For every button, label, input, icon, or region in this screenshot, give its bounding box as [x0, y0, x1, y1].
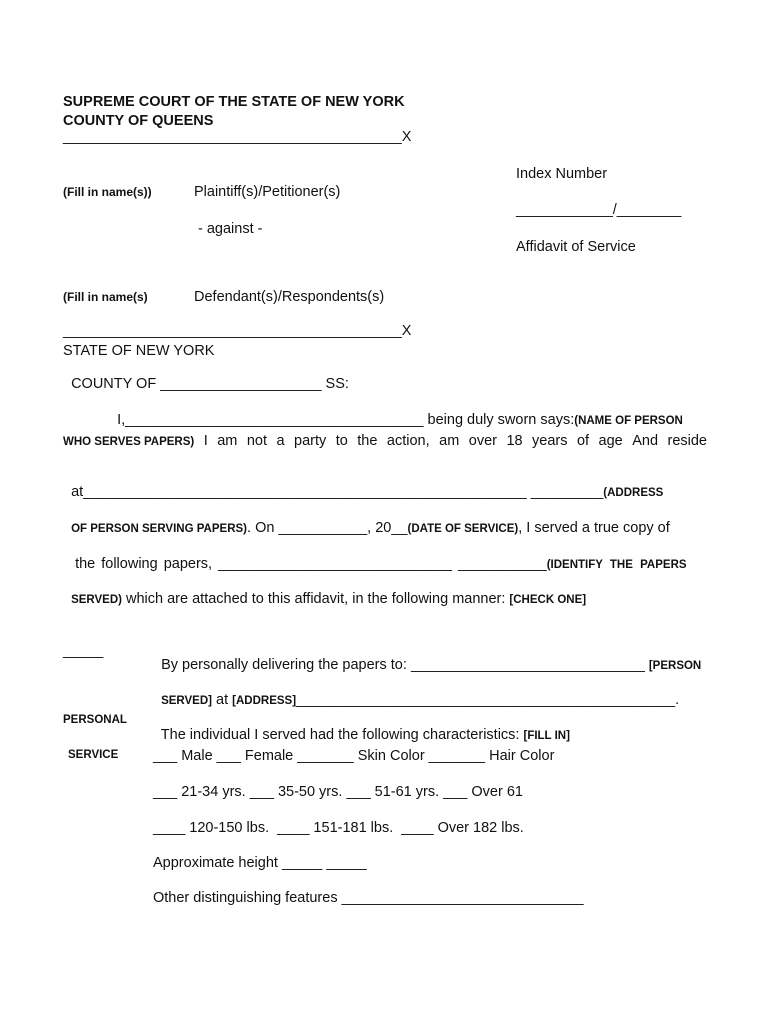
- line2-word: a: [276, 433, 285, 449]
- served-bracket-note: SERVED]: [161, 694, 212, 707]
- body-line-1: [109, 398, 683, 427]
- venue-state: STATE OF NEW YORK: [63, 343, 215, 359]
- at-address-text: at: [216, 691, 229, 708]
- venue-county-field[interactable]: ____________________: [160, 375, 322, 392]
- caption-rule-bottom: __________________________________________X: [63, 323, 412, 339]
- line2-word: not: [246, 433, 267, 449]
- defendant-fill-in-note: (Fill in name(s): [63, 290, 148, 304]
- identify-papers-note: (IDENTIFY THE PAPERS: [546, 558, 687, 571]
- body-line-5: [63, 542, 687, 571]
- venue-county-prefix: COUNTY OF: [71, 375, 157, 392]
- delivering-line: [153, 643, 701, 672]
- body-line-2: [63, 434, 707, 449]
- against-label: - against -: [198, 221, 263, 237]
- body-line-4: [63, 506, 670, 535]
- check-one-note: [CHECK ONE]: [509, 593, 587, 606]
- personal-service-checkbox[interactable]: _____: [63, 643, 104, 659]
- line2-word: over: [468, 433, 497, 449]
- index-number-label: Index Number: [516, 166, 608, 182]
- address-line: [153, 678, 679, 707]
- venue-ss: SS:: [325, 375, 349, 392]
- document-title: Affidavit of Service: [516, 239, 636, 255]
- height-field[interactable]: Approximate height _____ _____: [153, 855, 367, 871]
- person-note: [PERSON: [648, 659, 702, 672]
- index-number-field[interactable]: ____________/________: [516, 202, 682, 218]
- body-line-3: [63, 470, 663, 499]
- service-address-field[interactable]: _______________________________________________: [296, 691, 676, 708]
- server-address-field[interactable]: _______________________________________________________ _________: [83, 483, 604, 500]
- defendant-label: Defendant(s)/Respondents(s): [194, 289, 385, 305]
- personal-label: PERSONAL: [63, 714, 127, 726]
- name-of-person-note: (NAME OF PERSON: [574, 414, 683, 427]
- person-serving-note: OF PERSON SERVING PAPERS): [71, 522, 248, 535]
- address-bracket-note: [ADDRESS]: [232, 694, 297, 707]
- court-name: SUPREME COURT OF THE STATE OF NEW YORK: [63, 94, 405, 110]
- caption-rule-top: __________________________________________X: [63, 129, 412, 145]
- address-period: .: [675, 691, 680, 708]
- gender-skin-hair-fields[interactable]: ___ Male ___ Female _______ Skin Color _______ Hair Color: [153, 748, 555, 764]
- address-note: (ADDRESS: [603, 486, 664, 499]
- age-range-fields[interactable]: ___ 21-34 yrs. ___ 35-50 yrs. ___ 51-61 yrs. ___ Over 61: [153, 784, 523, 800]
- fill-in-note: [FILL IN]: [523, 729, 570, 742]
- on-text: . On: [247, 519, 275, 536]
- line2-word: of: [576, 433, 590, 449]
- service-label: SERVICE: [68, 749, 119, 761]
- line2-word: action,: [386, 433, 430, 449]
- served-note: SERVED): [71, 593, 122, 606]
- weight-range-fields[interactable]: ____ 120-150 lbs. ____ 151-181 lbs. ____ Over 182 lbs.: [153, 820, 524, 836]
- affiant-i: I,: [117, 411, 126, 428]
- line2-word: am: [217, 433, 238, 449]
- line2-word: am: [439, 433, 460, 449]
- papers-field[interactable]: _____________________________ ___________: [218, 555, 547, 572]
- service-date-field[interactable]: ___________, 20__: [278, 519, 408, 536]
- delivering-text: By personally delivering the papers to:: [161, 656, 407, 673]
- plaintiff-fill-in-note: (Fill in name(s)): [63, 185, 152, 199]
- characteristics-text: The individual I served had the following characteristics:: [160, 726, 520, 743]
- line2-word: I: [203, 433, 208, 449]
- distinguishing-features-field[interactable]: Other distinguishing features ______________________________: [153, 890, 584, 906]
- plaintiff-label: Plaintiff(s)/Petitioner(s): [194, 184, 341, 200]
- served-copy-text: , I served a true copy of: [518, 519, 670, 536]
- date-of-service-note: (DATE OF SERVICE): [407, 522, 519, 535]
- line2-word: reside: [667, 433, 707, 449]
- following-papers-text: the following papers,: [75, 555, 213, 572]
- manner-text: which are attached to this affidavit, in the following manner:: [126, 590, 506, 607]
- body-line-6: [63, 577, 586, 606]
- line2-word: to: [335, 433, 348, 449]
- characteristics-line: [153, 713, 570, 742]
- affiant-name-field[interactable]: _____________________________________: [125, 411, 424, 428]
- venue-county-line: [63, 362, 349, 391]
- line2-word: party: [294, 433, 327, 449]
- line2-word: 18: [506, 433, 523, 449]
- line2-word: the: [357, 433, 378, 449]
- county-name: COUNTY OF QUEENS: [63, 113, 214, 129]
- line2-word: And: [632, 433, 659, 449]
- person-served-field[interactable]: _____________________________: [410, 656, 645, 673]
- line2-word: age: [598, 433, 623, 449]
- at-text: at: [71, 483, 84, 500]
- who-serves-note: WHO SERVES PAPERS): [63, 436, 195, 448]
- sworn-text: being duly sworn says:: [427, 411, 575, 428]
- line2-word: years: [532, 433, 568, 449]
